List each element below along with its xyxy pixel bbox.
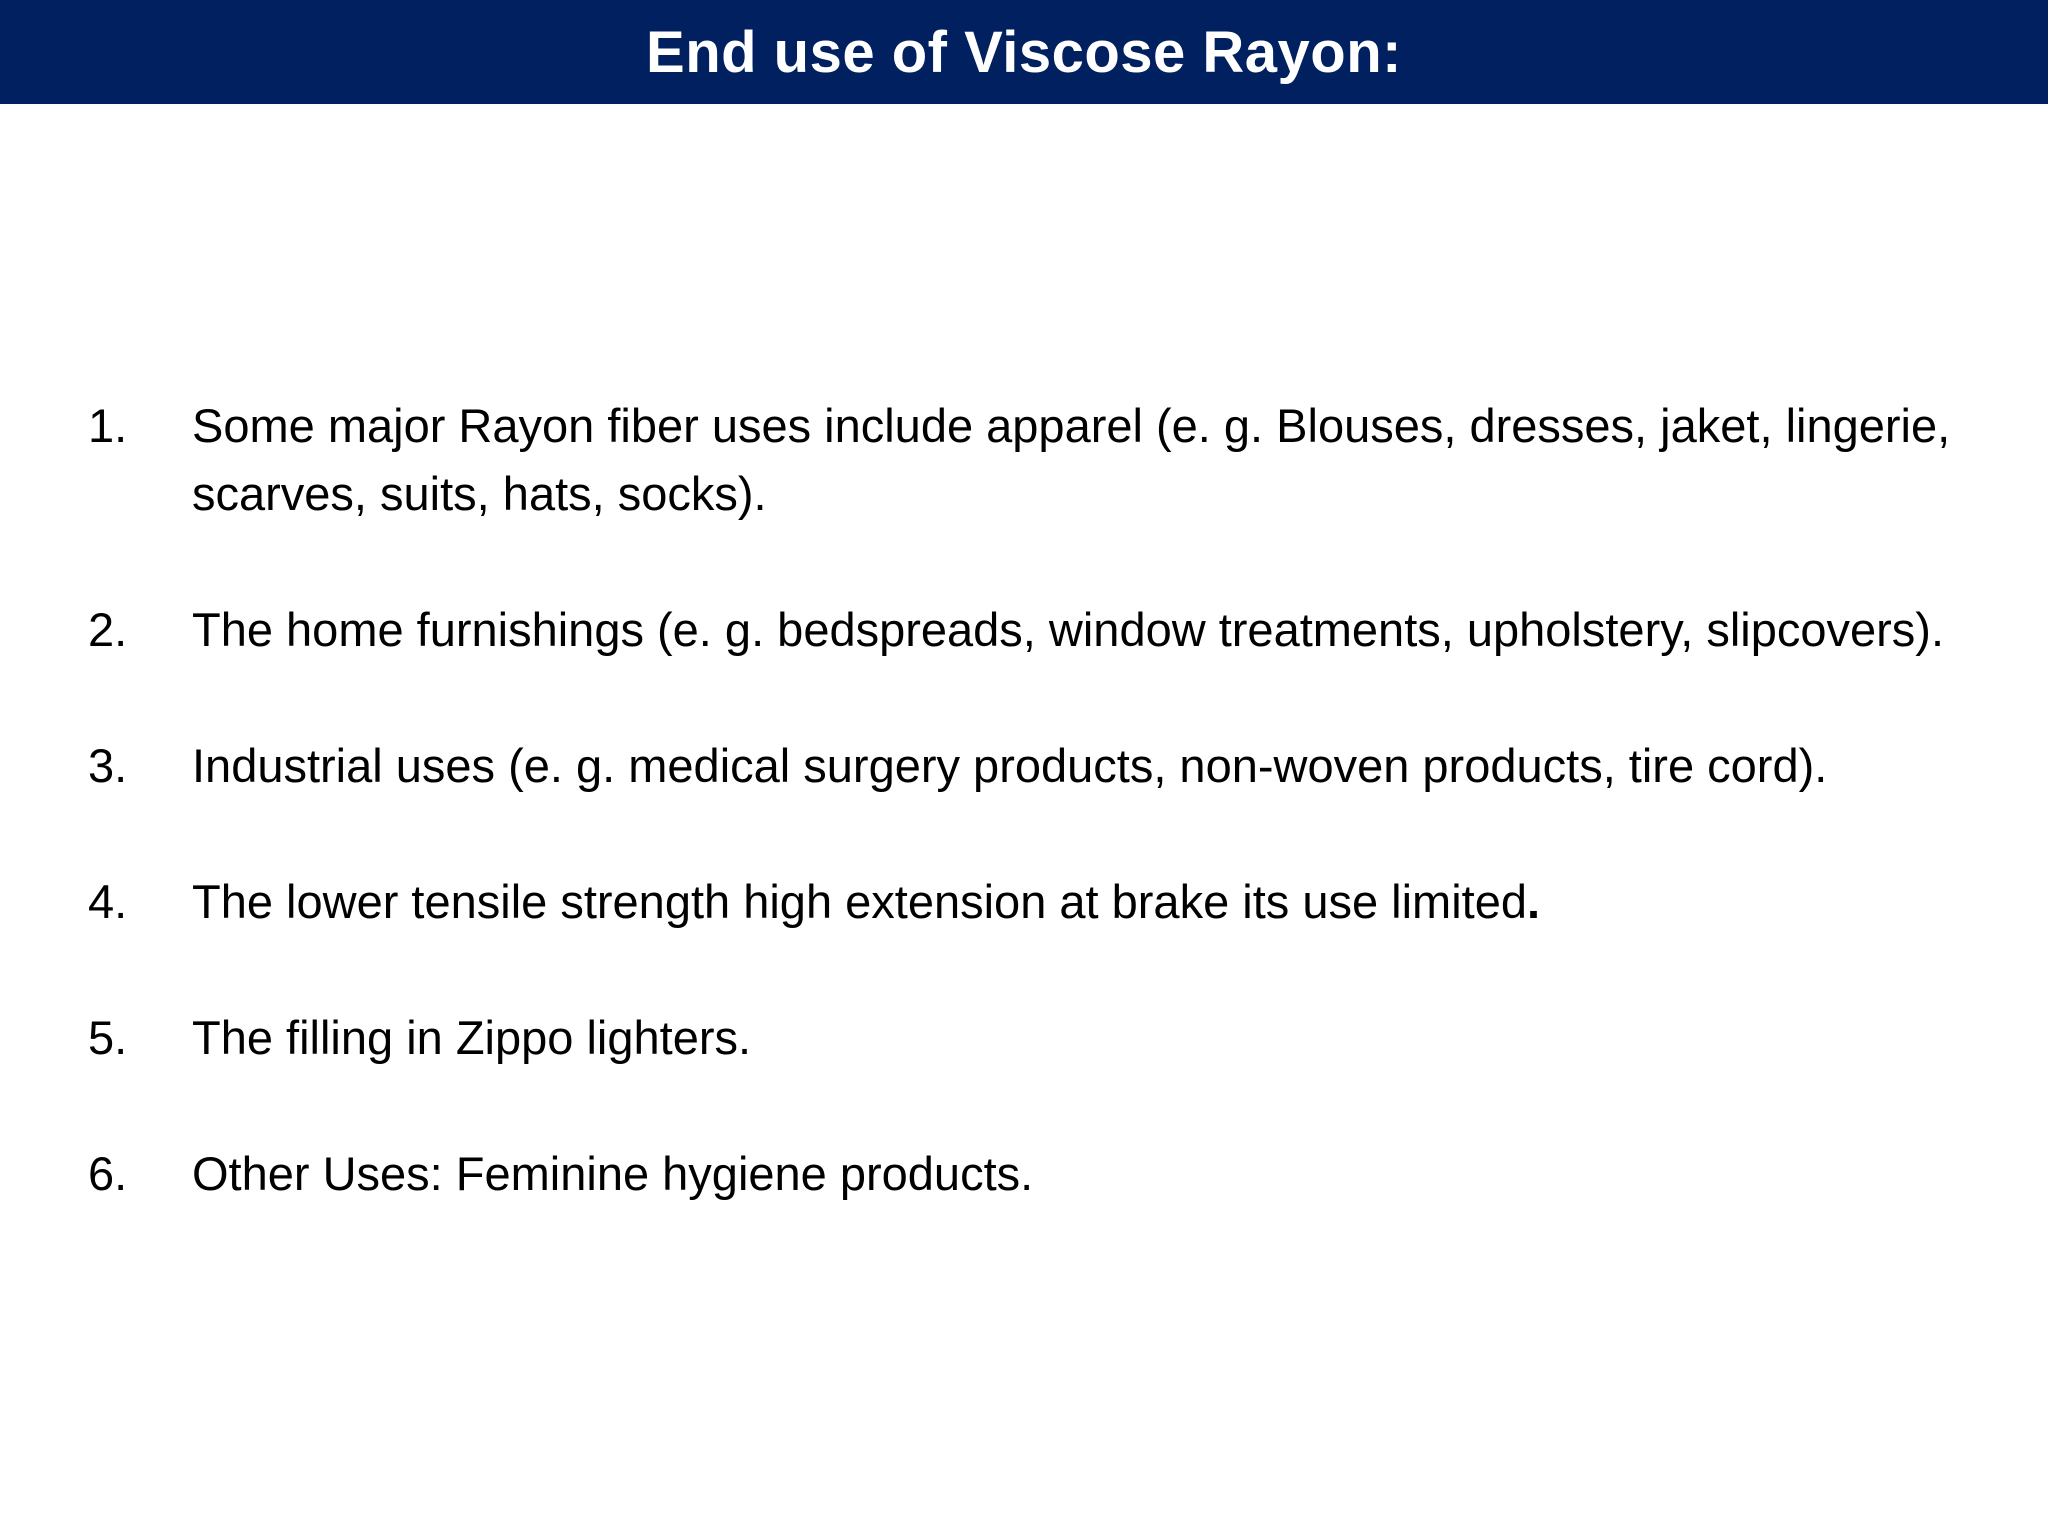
- list-item-text-main: The lower tensile strength high extension at brake its use limited: [192, 875, 1527, 928]
- list-item-number: 2.: [88, 603, 128, 656]
- list-item-text: Some major Rayon fiber uses include apparel (e. g. Blouses, dresses, jaket, lingerie, scarves, suits, hats, socks).: [192, 399, 1951, 520]
- list-item-bold-period: .: [1526, 875, 1541, 928]
- slide-title: End use of Viscose Rayon:: [646, 19, 1402, 85]
- list-item: [88, 392, 2028, 528]
- list-item-text: Industrial uses (e. g. medical surgery products, non-woven products, tire cord).: [192, 739, 1828, 792]
- list-item: [88, 868, 2028, 936]
- list-item-number: 1.: [88, 399, 128, 452]
- title-bar: [0, 0, 2048, 104]
- list-item-text: The filling in Zippo lighters.: [192, 1011, 752, 1064]
- list-item-number: 4.: [88, 875, 128, 928]
- list-item-text: The home furnishings (e. g. bedspreads, window treatments, upholstery, slipcovers).: [192, 603, 1945, 656]
- list-item: [88, 596, 2028, 664]
- list-item-number: 5.: [88, 1011, 128, 1064]
- list-item: [88, 732, 2028, 800]
- list-item: [88, 1140, 2028, 1208]
- list-item-text: Other Uses: Feminine hygiene products.: [192, 1147, 1034, 1200]
- list-item: [88, 1004, 2028, 1072]
- numbered-list: [88, 392, 2028, 1208]
- list-item-text: [192, 868, 2022, 936]
- list-item-number: 3.: [88, 739, 128, 792]
- list-item-number: 6.: [88, 1147, 128, 1200]
